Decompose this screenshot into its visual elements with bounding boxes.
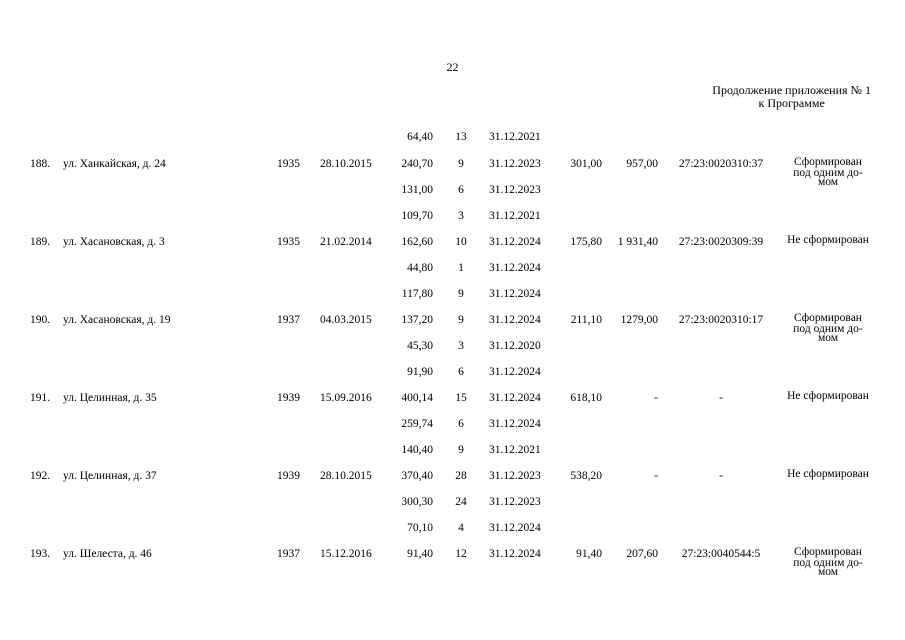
land-status-line: под одним до- <box>793 166 863 179</box>
entry-number: 189. <box>30 236 51 248</box>
land-status-line: Не сформирован <box>787 234 869 246</box>
entry-number: 192. <box>30 470 51 482</box>
table-row <box>0 288 905 308</box>
residents-count: 6 <box>458 418 464 430</box>
recognition-date: 28.10.2015 <box>320 158 372 170</box>
table-row <box>0 546 905 578</box>
residents-count: 24 <box>455 496 467 508</box>
resettlement-term: 31.12.2024 <box>489 288 541 300</box>
land-area: 1279,00 <box>620 314 658 326</box>
table-row <box>0 312 905 344</box>
apartment-area: 131,00 <box>401 184 433 196</box>
apartment-area: 300,30 <box>401 496 433 508</box>
apartment-area: 109,70 <box>401 210 433 222</box>
page-number: 22 <box>446 60 459 74</box>
residents-count: 10 <box>455 236 467 248</box>
residents-count: 9 <box>458 158 464 170</box>
resettlement-term: 31.12.2020 <box>489 340 541 352</box>
residents-count: 12 <box>455 548 467 560</box>
annex-heading <box>712 84 871 110</box>
total-area: 301,00 <box>570 158 602 170</box>
annex-line-2: к Программе <box>758 96 825 110</box>
apartment-area: 91,40 <box>407 548 433 560</box>
apartment-area: 117,80 <box>401 288 433 300</box>
table-row <box>0 418 905 438</box>
resettlement-term: 31.12.2024 <box>489 366 541 378</box>
recognition-date: 15.12.2016 <box>320 548 372 560</box>
build-year: 1937 <box>277 548 300 560</box>
resettlement-term: 31.12.2023 <box>489 184 541 196</box>
table-row <box>0 156 905 188</box>
land-status-line: Сформирован <box>794 312 862 324</box>
land-status-line: мом <box>817 566 839 578</box>
house-address: ул. Целинная, д. 35 <box>63 392 157 404</box>
land-status-line: под одним до- <box>793 322 863 335</box>
table-row <box>0 470 905 490</box>
cadastral-number: - <box>719 392 723 404</box>
apartment-area: 44,80 <box>407 262 433 274</box>
resettlement-term: 31.12.2021 <box>489 210 541 222</box>
land-status-line: Не сформирован <box>787 390 869 402</box>
land-status-line: Не сформирован <box>787 468 869 480</box>
table-row <box>0 184 905 204</box>
recognition-date: 28.10.2015 <box>320 470 372 482</box>
land-status <box>778 470 878 481</box>
apartment-area: 140,40 <box>401 444 433 456</box>
build-year: 1939 <box>277 470 300 482</box>
recognition-date: 21.02.2014 <box>320 236 372 248</box>
table-row <box>0 392 905 412</box>
land-status-line: под одним до- <box>793 556 863 569</box>
resettlement-term: 31.12.2024 <box>489 392 541 404</box>
residents-count: 3 <box>458 340 464 352</box>
apartment-area: 91,90 <box>407 366 433 378</box>
table-row <box>0 210 905 230</box>
build-year: 1935 <box>277 158 300 170</box>
table-row <box>0 522 905 542</box>
apartment-area: 370,40 <box>401 470 433 482</box>
residents-count: 6 <box>458 184 464 196</box>
land-area: 1 931,40 <box>617 236 658 248</box>
table-row <box>0 444 905 464</box>
table-row <box>0 366 905 386</box>
residents-count: 4 <box>458 522 464 534</box>
resettlement-term: 31.12.2024 <box>489 548 541 560</box>
apartment-area: 137,20 <box>401 314 433 326</box>
table-row <box>0 340 905 360</box>
land-status-line: Сформирован <box>794 546 862 558</box>
apartment-area: 162,60 <box>401 236 433 248</box>
land-area: - <box>654 470 658 482</box>
residents-count: 3 <box>458 210 464 222</box>
land-area: - <box>654 392 658 404</box>
land-area: 957,00 <box>626 158 658 170</box>
land-status <box>778 236 878 247</box>
residents-count: 9 <box>458 288 464 300</box>
land-status-line: мом <box>817 332 839 344</box>
resettlement-term: 31.12.2024 <box>489 262 541 274</box>
build-year: 1935 <box>277 236 300 248</box>
house-address: ул. Хасановская, д. 3 <box>63 236 165 248</box>
apartment-area: 400,14 <box>401 392 433 404</box>
resettlement-term: 31.12.2024 <box>489 418 541 430</box>
annex-line-1: Продолжение приложения № 1 <box>712 83 871 97</box>
residents-count: 13 <box>455 131 467 143</box>
cadastral-number: - <box>719 470 723 482</box>
land-status-line: Сформирован <box>794 156 862 168</box>
total-area: 211,10 <box>570 314 602 326</box>
apartment-area: 64,40 <box>407 131 433 143</box>
land-status <box>778 548 878 578</box>
apartment-area: 70,10 <box>407 522 433 534</box>
apartment-area: 45,30 <box>407 340 433 352</box>
total-area: 91,40 <box>576 548 602 560</box>
build-year: 1939 <box>277 392 300 404</box>
residents-count: 15 <box>455 392 467 404</box>
resettlement-term: 31.12.2021 <box>489 444 541 456</box>
cadastral-number: 27:23:0040544:5 <box>681 548 761 560</box>
house-address: ул. Целинная, д. 37 <box>63 470 157 482</box>
residents-count: 9 <box>458 444 464 456</box>
cadastral-number: 27:23:0020310:17 <box>678 314 764 326</box>
total-area: 618,10 <box>570 392 602 404</box>
table-row <box>0 236 905 256</box>
apartment-area: 240,70 <box>401 158 433 170</box>
recognition-date: 04.03.2015 <box>320 314 372 326</box>
house-address: ул. Ханкайская, д. 24 <box>63 158 166 170</box>
build-year: 1937 <box>277 314 300 326</box>
house-address: ул. Хасановская, д. 19 <box>63 314 171 326</box>
house-address: ул. Шелеста, д. 46 <box>63 548 152 560</box>
apartment-area: 259,74 <box>401 418 433 430</box>
resettlement-term: 31.12.2024 <box>489 522 541 534</box>
table-row <box>0 131 905 151</box>
resettlement-term: 31.12.2023 <box>489 158 541 170</box>
entry-number: 193. <box>30 548 51 560</box>
cadastral-number: 27:23:0020309:39 <box>678 236 764 248</box>
land-area: 207,60 <box>626 548 658 560</box>
resettlement-term: 31.12.2024 <box>489 236 541 248</box>
resettlement-term: 31.12.2024 <box>489 314 541 326</box>
total-area: 175,80 <box>570 236 602 248</box>
resettlement-term: 31.12.2021 <box>489 131 541 143</box>
residents-count: 9 <box>458 314 464 326</box>
residents-count: 1 <box>458 262 464 274</box>
residents-count: 6 <box>458 366 464 378</box>
table-row <box>0 262 905 282</box>
residents-count: 28 <box>455 470 467 482</box>
entry-number: 188. <box>30 158 51 170</box>
recognition-date: 15.09.2016 <box>320 392 372 404</box>
resettlement-term: 31.12.2023 <box>489 470 541 482</box>
entry-number: 191. <box>30 392 51 404</box>
land-status-line: мом <box>817 176 839 188</box>
land-status <box>778 392 878 403</box>
total-area: 538,20 <box>570 470 602 482</box>
resettlement-term: 31.12.2023 <box>489 496 541 508</box>
cadastral-number: 27:23:0020310:37 <box>678 158 764 170</box>
table-row <box>0 496 905 516</box>
entry-number: 190. <box>30 314 51 326</box>
